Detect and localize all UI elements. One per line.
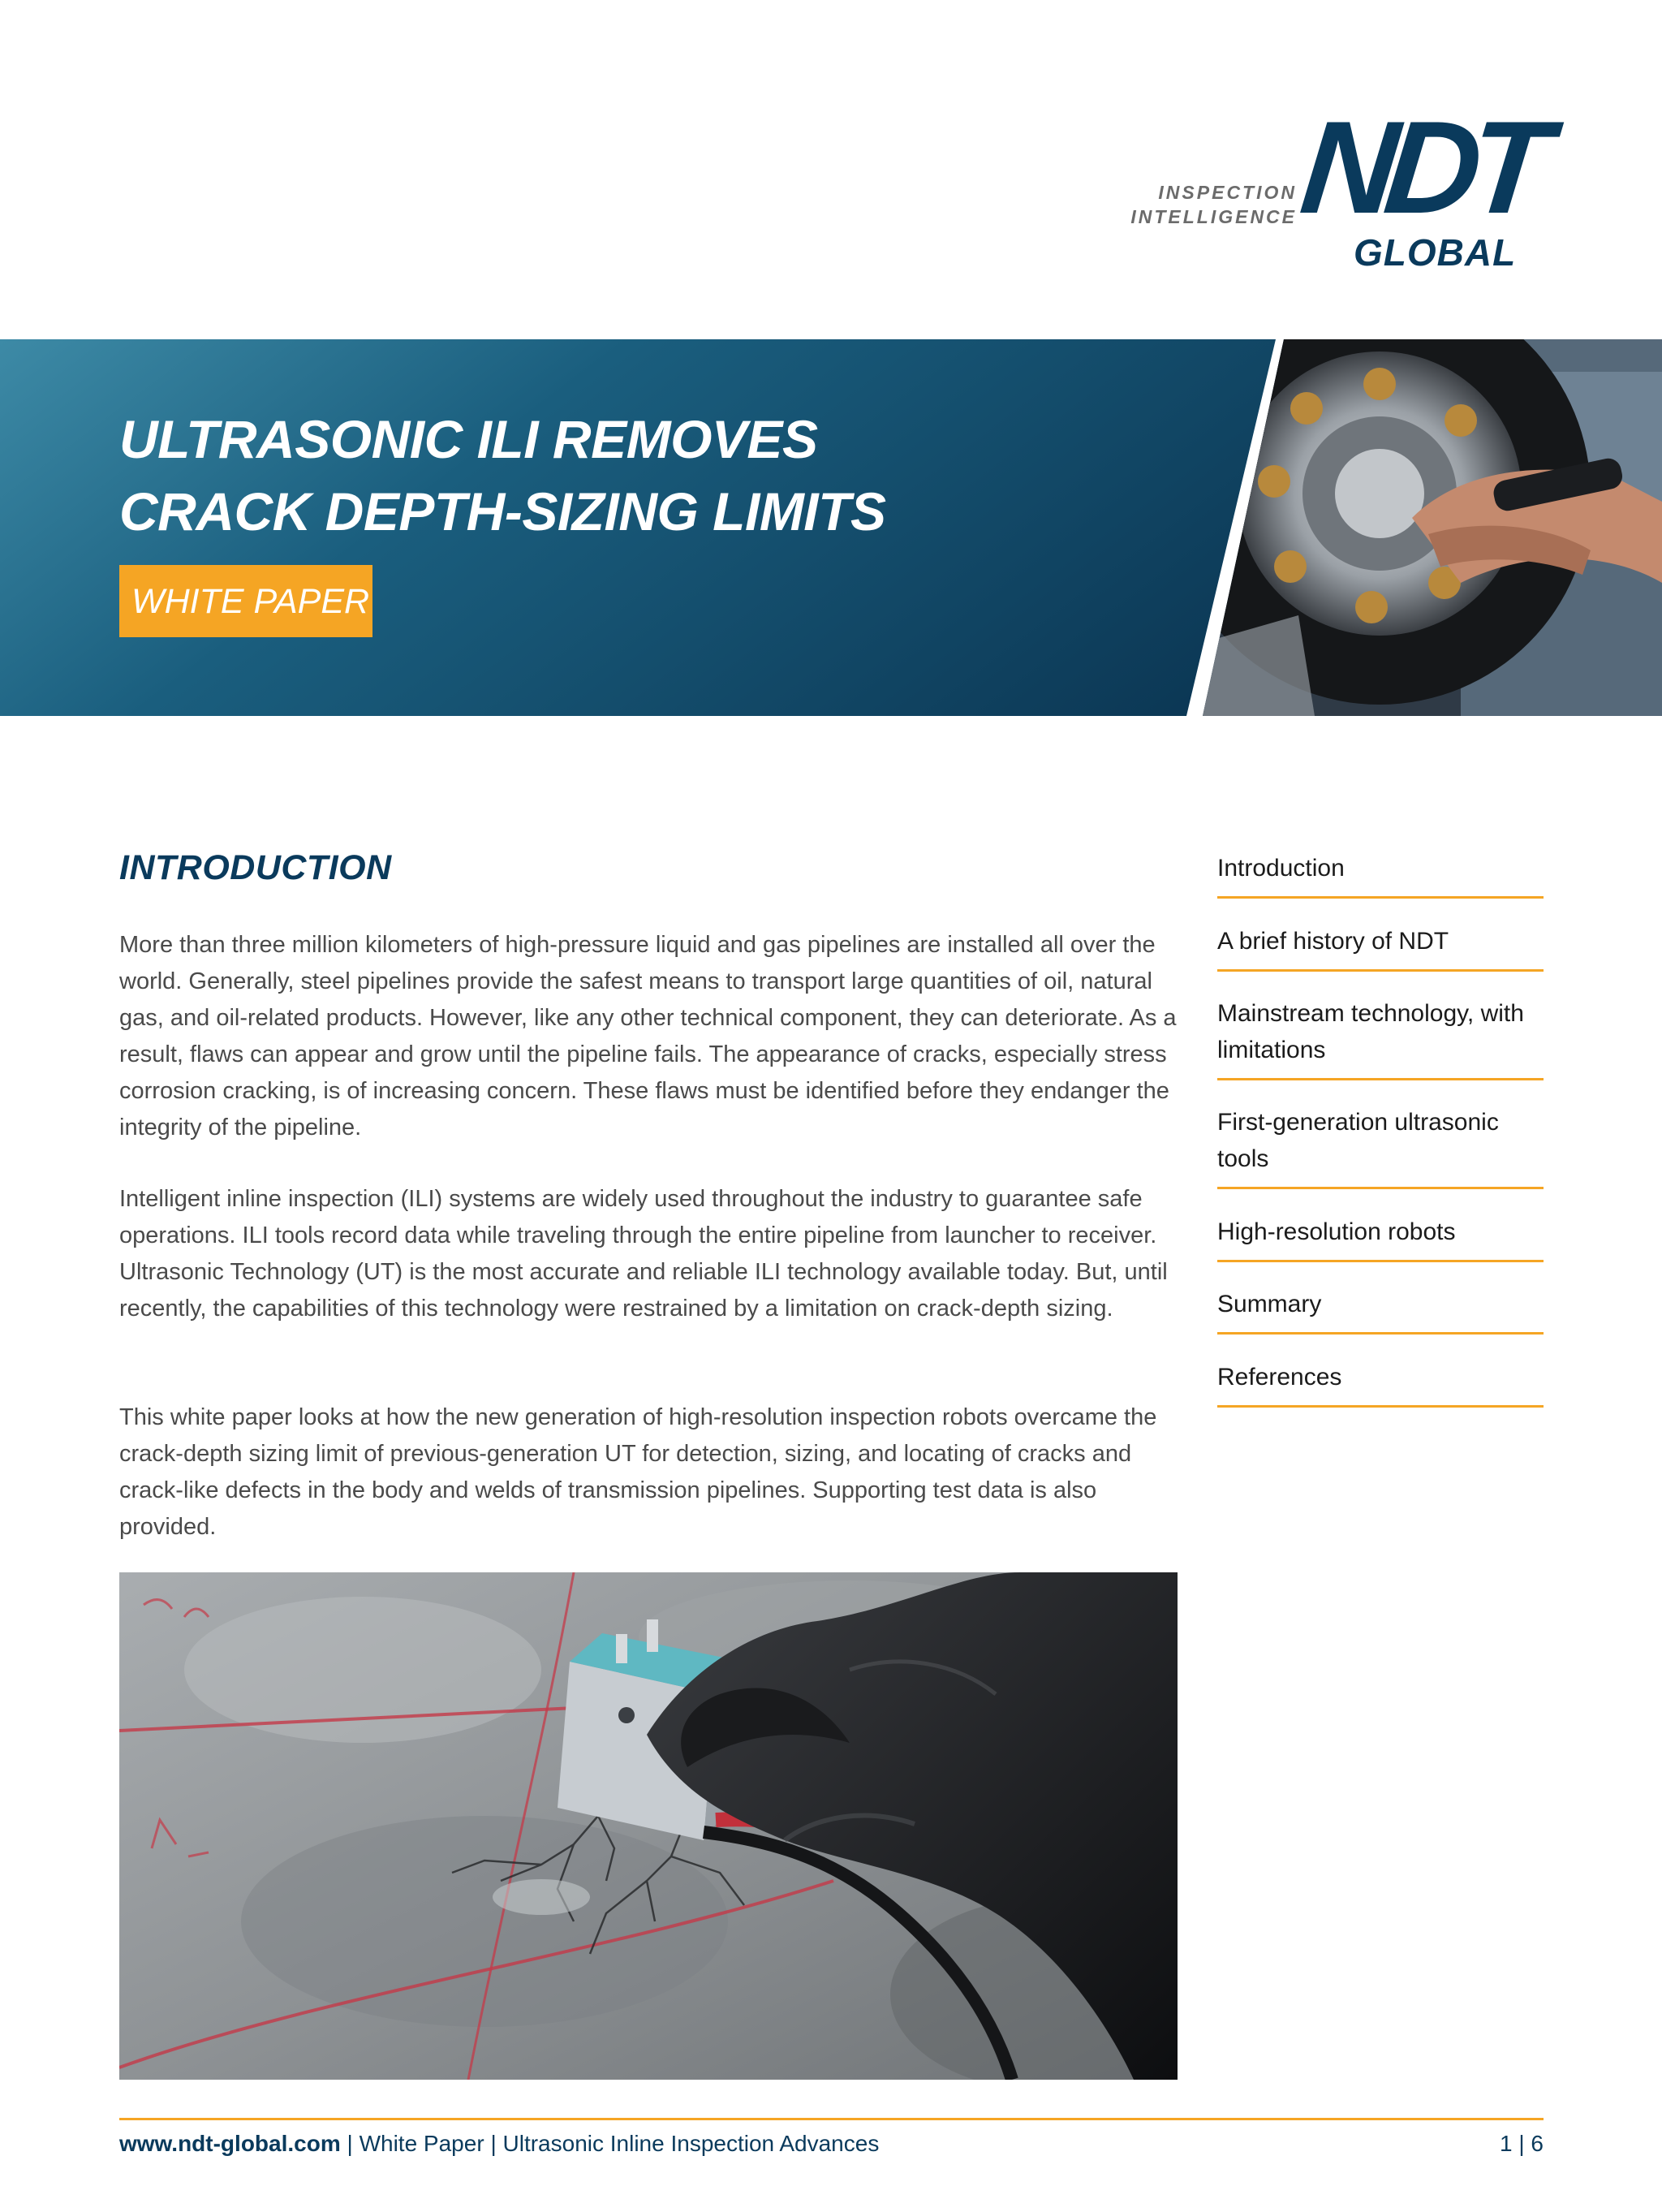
footer-separator: | bbox=[347, 2131, 353, 2156]
footer-text bbox=[119, 2131, 879, 2157]
toc-item-high-resolution-robots[interactable] bbox=[1217, 1214, 1544, 1262]
page-total: 6 bbox=[1531, 2131, 1544, 2156]
footer-url-link[interactable]: www.ndt-global.com bbox=[119, 2131, 341, 2156]
toc-item-label: A brief history of NDT bbox=[1217, 928, 1449, 955]
page-separator: | bbox=[1518, 2131, 1525, 2156]
toc-item-references[interactable] bbox=[1217, 1359, 1544, 1408]
crack-inspection-photo bbox=[119, 1572, 1178, 2080]
crack-inspection-image bbox=[119, 1572, 1178, 2080]
logo-wordmark-global: GLOBAL bbox=[1354, 231, 1517, 274]
introduction-heading: INTRODUCTION bbox=[119, 848, 392, 887]
toc-item-label: References bbox=[1217, 1364, 1342, 1391]
intro-paragraph-1: More than three million kilometers of high-pressure liquid and gas pipelines are installed all over the world. Generally, steel pipelines provide the safest means to transport large quantities of oil, natural gas, and oil-related products. However, like any other technical component, they can deteriorate. As a result, flaws can appear and grow until the pipeline fails. The appearance of cracks, especially stress corrosion cracking, is of increasing concern. These flaws must be identified before they endanger the integrity of the pipeline. bbox=[119, 932, 1177, 1140]
toc-item-label: Summary bbox=[1217, 1291, 1322, 1317]
logo-tagline-intelligence: INTELLIGENCE bbox=[1130, 206, 1297, 227]
footer-divider bbox=[119, 2118, 1544, 2120]
intro-paragraph-2: Intelligent inline inspection (ILI) systems are widely used throughout the industry to guarantee safe operations. ILI tools record data while traveling through the entire pipeline from launcher to receiver. Ultrasonic Technology (UT) is the most accurate and reliable ILI technology available today. But, until recently, the capabilities of this technology were restrained by a limitation on crack-depth sizing. bbox=[119, 1186, 1168, 1322]
white-paper-badge-label: WHITE PAPER bbox=[131, 582, 370, 621]
ndt-global-logo bbox=[1130, 94, 1550, 276]
intro-paragraph-3: This white paper looks at how the new generation of high-resolution inspection robots overcame the crack-depth sizing limit of previous-generation UT for detection, sizing, and locating of cracks and crack-like defects in the body and welds of transmission pipelines. Supporting test data is also provided. bbox=[119, 1404, 1157, 1540]
logo-tagline-inspection: INSPECTION bbox=[1158, 182, 1297, 203]
toc-item-brief-history[interactable] bbox=[1217, 923, 1544, 972]
white-paper-badge bbox=[119, 565, 372, 637]
footer-separator: | bbox=[490, 2131, 497, 2156]
toc-item-introduction[interactable] bbox=[1217, 850, 1544, 899]
toc-item-summary[interactable] bbox=[1217, 1286, 1544, 1335]
page-current: 1 bbox=[1500, 2131, 1513, 2156]
toc-item-first-generation[interactable] bbox=[1217, 1104, 1544, 1189]
toc-item-label: Mainstream technology, with limitations bbox=[1217, 1000, 1524, 1063]
title-line-1: ULTRASONIC ILI REMOVES bbox=[119, 409, 818, 469]
footer-doc-title: Ultrasonic Inline Inspection Advances bbox=[502, 2131, 880, 2156]
page-number bbox=[1485, 2131, 1544, 2157]
logo-wordmark-ndt: NDT bbox=[1294, 94, 1547, 241]
footer-doc-type: White Paper bbox=[359, 2131, 484, 2156]
title-line-2: CRACK DEPTH-SIZING LIMITS bbox=[119, 481, 886, 541]
toc-item-label: High-resolution robots bbox=[1217, 1218, 1456, 1245]
toc-item-mainstream-technology[interactable] bbox=[1217, 995, 1544, 1080]
toc-item-label: Introduction bbox=[1217, 855, 1345, 882]
toc-item-label: First-generation ultrasonic tools bbox=[1217, 1109, 1499, 1172]
